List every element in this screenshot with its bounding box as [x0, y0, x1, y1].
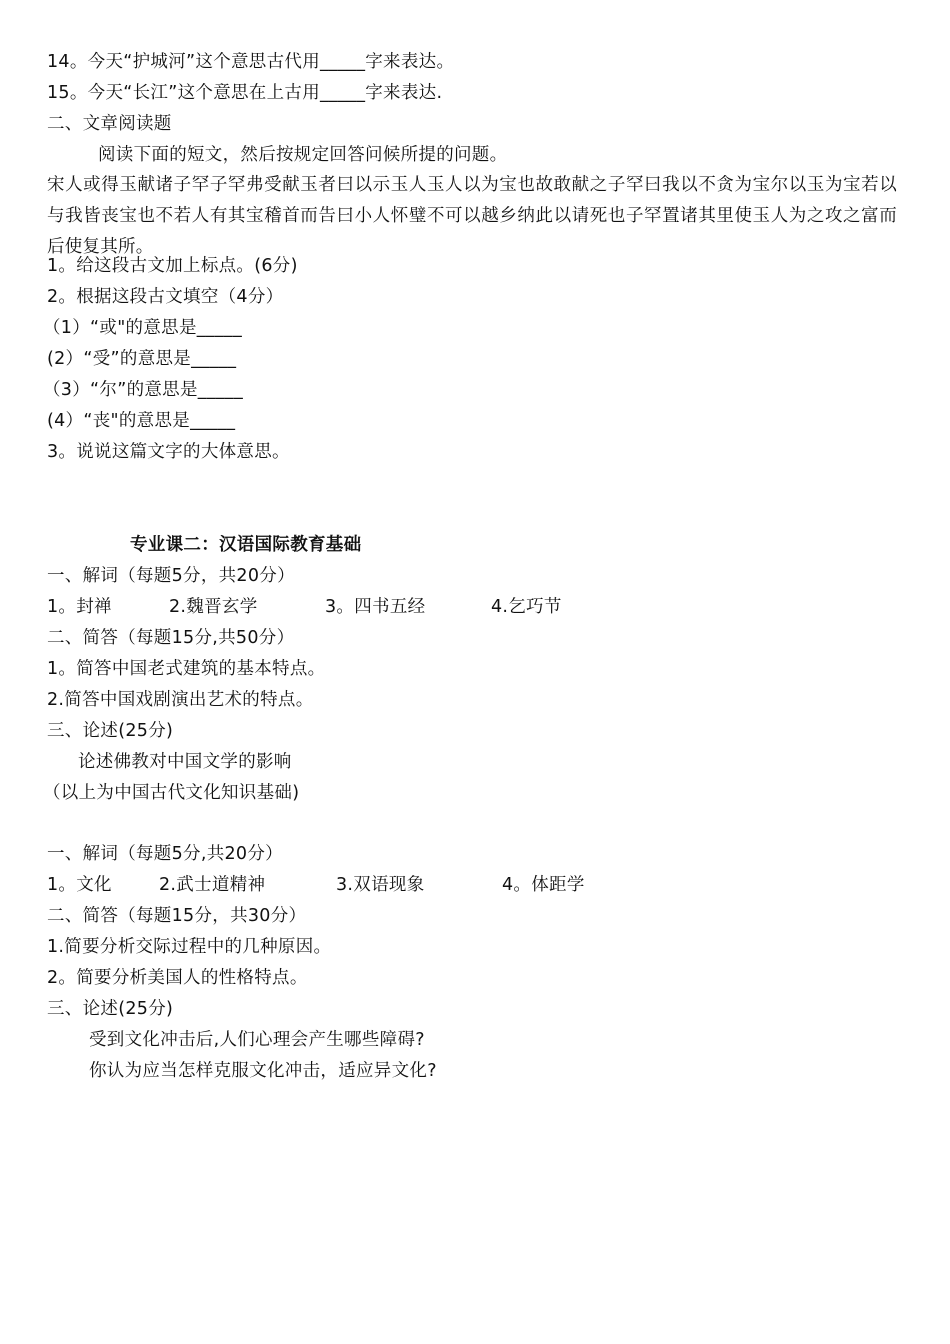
- terms-row-2: [47, 873, 585, 897]
- term-item: 1。文化: [47, 875, 112, 895]
- section-title: 专业课二：汉语国际教育基础: [130, 535, 362, 555]
- short-answer-3: 1.简要分析交际过程中的几种原因。: [47, 937, 332, 957]
- short-answer-heading: 二、简答（每题15分,共50分）: [47, 628, 295, 648]
- question-summary: 3。说说这篇文字的大体意思。: [47, 442, 290, 462]
- fill-blank-4: (4）“丧"的意思是_____: [47, 411, 236, 431]
- essay-prompt-2: 受到文化冲击后,人们心理会产生哪些障碍?: [89, 1030, 425, 1050]
- fill-blank-3: （3）“尔”的意思是_____: [43, 380, 244, 400]
- section-note: （以上为中国古代文化知识基础): [43, 783, 300, 803]
- question-punctuate: 1。给这段古文加上标点。(6分): [47, 256, 298, 276]
- essay-heading-2: 三、论述(25分): [47, 999, 174, 1019]
- short-answer-1: 1。简答中国老式建筑的基本特点。: [47, 659, 326, 679]
- reading-instruction: 阅读下面的短文，然后按规定回答问候所提的问题。: [98, 145, 508, 165]
- term-item: 3。四书五经: [325, 597, 426, 617]
- question-14: 14。今天“护城河”这个意思古代用_____字来表达。: [47, 52, 455, 72]
- term-item: 2.武士道精神: [159, 875, 266, 895]
- question-fill-blank: 2。根据这段古文填空（4分）: [47, 287, 284, 307]
- term-item: 4。体距学: [502, 875, 585, 895]
- term-item: 1。封禅: [47, 597, 112, 617]
- fill-blank-1: （1）“或"的意思是_____: [43, 318, 242, 338]
- essay-prompt-3: 你认为应当怎样克服文化冲击，适应异文化?: [89, 1061, 437, 1081]
- term-item: 3.双语现象: [336, 875, 425, 895]
- question-15: 15。今天“长江”这个意思在上古用_____字来表达.: [47, 83, 443, 103]
- term-item: 2.魏晋玄学: [169, 597, 258, 617]
- essay-heading: 三、论述(25分): [47, 721, 174, 741]
- term-item: 4.乞巧节: [491, 597, 562, 617]
- essay-prompt: 论述佛教对中国文学的影响: [78, 752, 292, 772]
- short-answer-2: 2.简答中国戏剧演出艺术的特点。: [47, 690, 314, 710]
- classical-passage: 宋人或得玉献诸子罕子罕弗受献玉者曰以示玉人玉人以为宝也故敢献之子罕曰我以不贪为宝尔以玉为宝若以与我皆丧宝也不若人有其宝稽首而告曰小人怀璧不可以越乡纳此以请死也子罕置诸其里使玉人为之攻之富而后使复其所。: [47, 175, 897, 257]
- terms-heading-2: 一、解词（每题5分,共20分）: [47, 844, 283, 864]
- terms-heading: 一、解词（每题5分，共20分）: [47, 566, 295, 586]
- terms-row: [47, 595, 562, 619]
- reading-section-heading: 二、文章阅读题: [47, 114, 172, 134]
- short-answer-heading-2: 二、简答（每题15分，共30分）: [47, 906, 307, 926]
- short-answer-4: 2。简要分析美国人的性格特点。: [47, 968, 308, 988]
- fill-blank-2: (2）“受”的意思是_____: [47, 349, 237, 369]
